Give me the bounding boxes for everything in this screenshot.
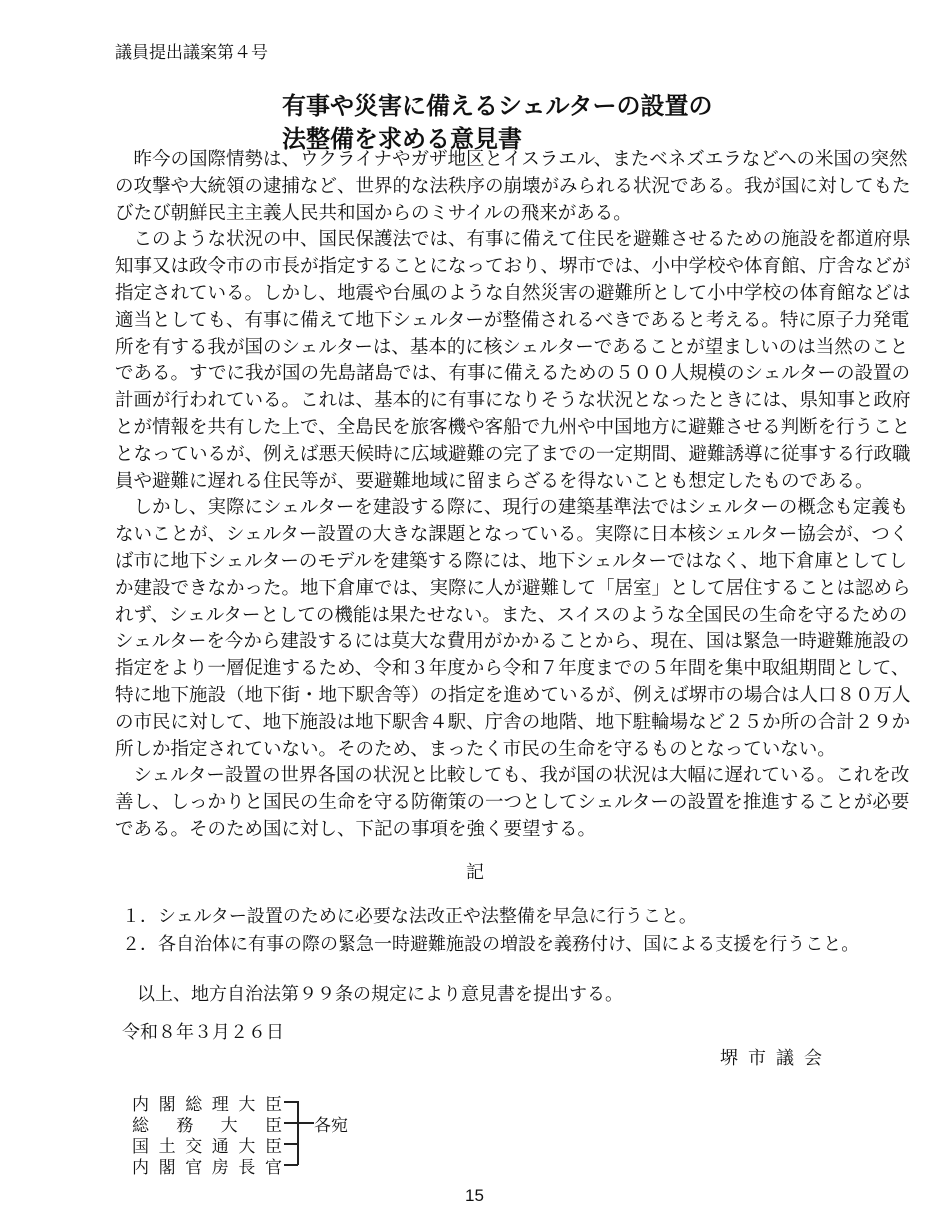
body-line: となっているが、例えば悪天候時に広域避難の完了までの一定期間、避難誘導に従事する行政職 xyxy=(115,443,911,465)
title-line-2: 法整備を求める意見書 xyxy=(282,125,522,153)
body-line: ば市に地下シェルターのモデルを建築する際には、地下シェルターではなく、地下倉庫としてし xyxy=(115,550,907,572)
body-line: の攻撃や大統領の逮捕など、世界的な法秩序の崩壊がみられる状況である。我が国に対してもた xyxy=(115,175,911,197)
bracket-line xyxy=(284,1101,298,1103)
request-item-1: １．シェルター設置のために必要な法改正や法整備を早急に行うこと。 xyxy=(122,906,697,927)
body-line: 指定されている。しかし、地震や台風のような自然災害の避難所として小中学校の体育館などは xyxy=(115,282,911,304)
bracket-line xyxy=(297,1101,299,1165)
body-line: れず、シェルターとしての機能は果たせない。また、スイスのような全国民の生命を守るための xyxy=(115,604,908,626)
body-line: 所を有する我が国のシェルターは、基本的に核シェルターであることが望ましいのは当然のこと xyxy=(115,336,909,358)
date: 令和８年３月２６日 xyxy=(122,1022,284,1043)
request-item-2: ２．各自治体に有事の際の緊急一時避難施設の増設を義務付け、国による支援を行うこと。 xyxy=(122,934,860,955)
body-line: びたび朝鮮民主主義人民共和国からのミサイルの飛来がある。 xyxy=(115,202,632,224)
title-line-1: 有事や災害に備えるシェルターの設置の xyxy=(282,92,713,120)
body-line: 適当としても、有事に備えて地下シェルターが整備されるべきであると考える。特に原子力発電 xyxy=(115,309,910,331)
body-line: 員や避難に遅れる住民等が、要避難地域に留まらざるを得ないことも想定したものである。 xyxy=(115,470,874,492)
body-line: シェルター設置の世界各国の状況と比較しても、我が国の状況は大幅に遅れている。これを改 xyxy=(115,765,910,787)
bracket-line xyxy=(284,1143,298,1145)
recipient: 内閣官房長官 xyxy=(132,1158,282,1178)
body-text xyxy=(115,147,911,844)
recipient: 内閣総理大臣 xyxy=(132,1095,282,1115)
council-name: 堺市議会 xyxy=(720,1048,832,1069)
body-line: しかし、実際にシェルターを建設する際に、現行の建築基準法ではシェルターの概念も定義も xyxy=(115,497,909,519)
bill-number: 議員提出議案第４号 xyxy=(115,43,268,63)
recipient: 国土交通大臣 xyxy=(132,1137,282,1157)
body-line: 指定をより一層促進するため、令和３年度から令和７年度までの５年間を集中取組期間として、 xyxy=(115,658,910,680)
body-line: 知事又は政令市の市長が指定することになっており、堺市では、小中学校や体育館、庁舎などが xyxy=(115,256,911,278)
closing-statement: 以上、地方自治法第９９条の規定により意見書を提出する。 xyxy=(137,984,623,1005)
ki-heading: 記 xyxy=(466,862,484,883)
bracket-line xyxy=(284,1164,298,1166)
body-line: シェルターを今から建設するには莫大な費用がかかることから、現在、国は緊急一時避難施設の xyxy=(115,631,910,653)
addressee: 各宛 xyxy=(314,1116,348,1136)
body-line: 所しか指定されていない。そのため、まったく市民の生命を守るものとなっていない。 xyxy=(115,738,836,760)
body-line: の市民に対して、地下施設は地下駅舎４駅、庁舎の地階、地下駐輪場など２５か所の合計２９か xyxy=(115,711,911,733)
body-line: である。すでに我が国の先島諸島では、有事に備えるための５００人規模のシェルターの設置の xyxy=(115,363,910,385)
body-line: か建設できなかった。地下倉庫では、実際に人が避難して「居室」として居住することは認めら xyxy=(115,577,911,599)
body-line: ないことが、シェルター設置の大きな課題となっている。実際に日本核シェルター協会が、つく xyxy=(115,524,909,546)
bracket-line xyxy=(284,1122,314,1124)
body-line: 善し、しっかりと国民の生命を守る防衛策の一つとしてシェルターの設置を推進することが必要 xyxy=(115,792,910,814)
recipient: 総務大臣 xyxy=(132,1116,282,1136)
page-number: 15 xyxy=(465,1186,484,1205)
body-line: このような状況の中、国民保護法では、有事に備えて住民を避難させるための施設を都道府県 xyxy=(115,229,911,251)
body-line: 計画が行われている。これは、基本的に有事になりそうな状況となったときには、県知事と政府 xyxy=(115,390,911,412)
body-line: 昨今の国際情勢は、ウクライナやガザ地区とイスラエル、またベネズエラなどへの米国の突然 xyxy=(115,149,908,170)
body-line: である。そのため国に対し、下記の事項を強く要望する。 xyxy=(115,818,597,840)
body-line: 特に地下施設（地下街・地下駅舎等）の指定を進めているが、例えば堺市の場合は人口８０万人 xyxy=(115,684,911,706)
body-line: とが情報を共有した上で、全島民を旅客機や客船で九州や中国地方に避難させる判断を行うこと xyxy=(115,416,911,438)
